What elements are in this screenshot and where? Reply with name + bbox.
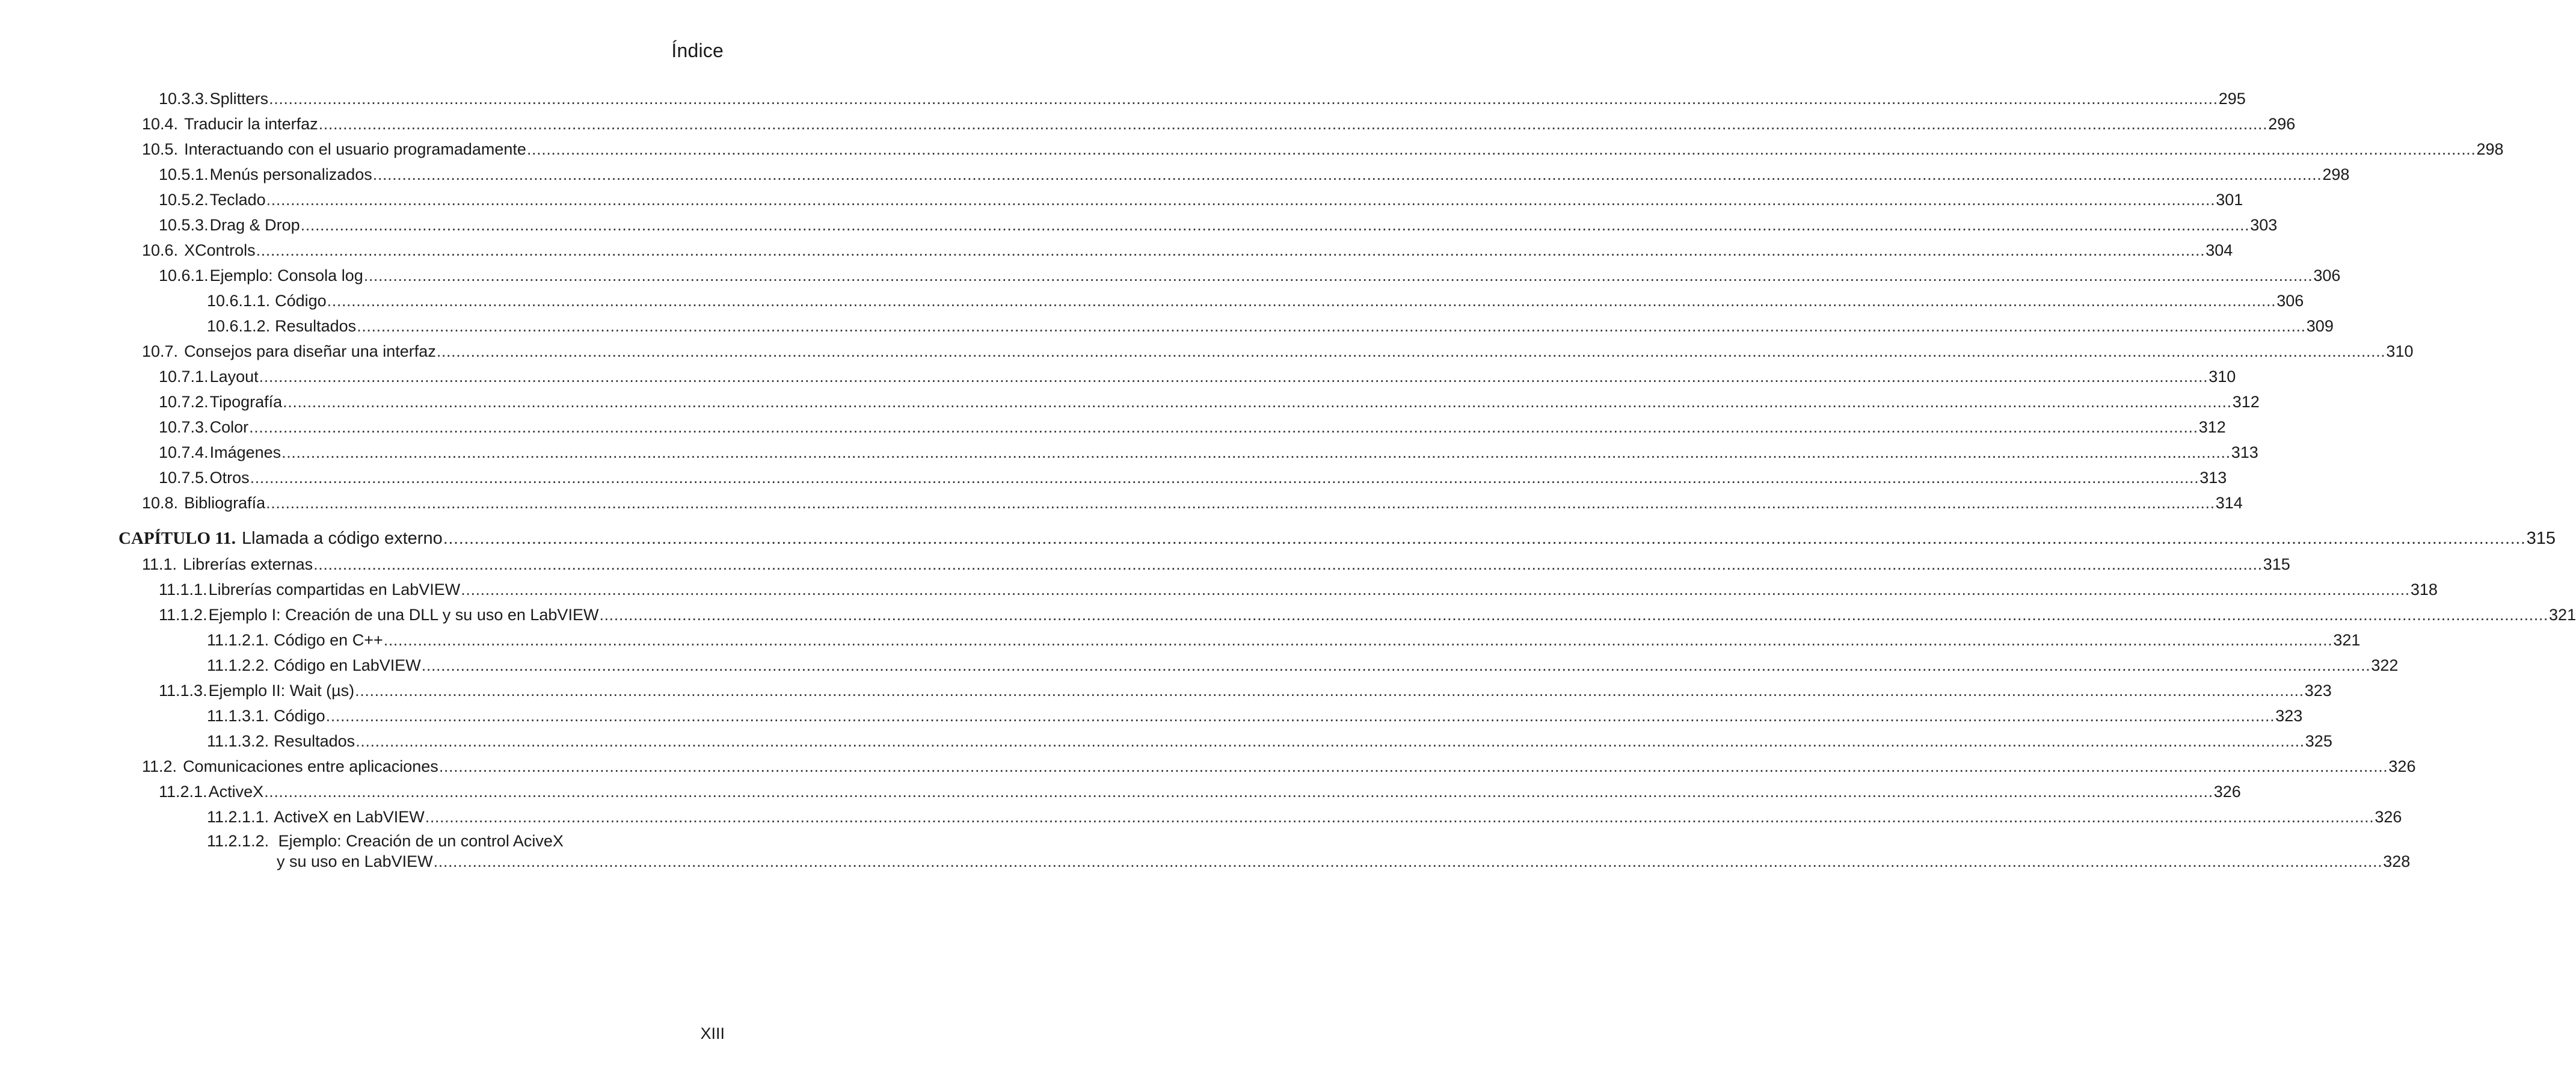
dot-leader: ................................................................................................................................................................................................................................................................................................................................................................................................................ <box>259 368 2209 386</box>
entry-number: 11.2.1.1. <box>207 808 269 826</box>
dot-leader: ................................................................................................................................................................................................................................................................................................................................................................................................................ <box>461 580 2410 599</box>
entry-page: 315 <box>2526 529 2556 548</box>
entry-title: Librerías compartidas en LabVIEW <box>208 580 461 599</box>
entry-page: 323 <box>2275 707 2303 725</box>
dot-leader: ................................................................................................................................................................................................................................................................................................................................................................................................................ <box>269 90 2218 108</box>
toc-entry[interactable] <box>207 706 2303 726</box>
entry-page: 312 <box>2198 418 2226 436</box>
dot-leader: ................................................................................................................................................................................................................................................................................................................................................................................................................ <box>327 292 2276 310</box>
entry-title: Ejemplo: Consola log <box>209 266 363 285</box>
dot-leader: ................................................................................................................................................................................................................................................................................................................................................................................................................ <box>281 443 2231 461</box>
entry-number: 11.1.1. <box>159 580 207 599</box>
entry-number: 10.6. <box>142 241 179 259</box>
dot-leader: ................................................................................................................................................................................................................................................................................................................................................................................................................ <box>325 707 2275 725</box>
toc-entry[interactable] <box>207 291 2304 311</box>
dot-leader: ................................................................................................................................................................................................................................................................................................................................................................................................................ <box>438 757 2388 775</box>
entry-page: 328 <box>2383 852 2411 870</box>
entry-page: 312 <box>2232 393 2260 411</box>
toc-entry[interactable] <box>159 680 2332 701</box>
entry-number: 10.3.3. <box>159 90 209 108</box>
entry-page: 304 <box>2206 241 2233 259</box>
entry-title: Traducir la interfaz <box>184 115 318 133</box>
entry-title: Consejos para diseñar una interfaz <box>184 342 436 360</box>
entry-title: Código <box>275 292 327 310</box>
entry-page: 306 <box>2276 292 2304 310</box>
dot-leader: ................................................................................................................................................................................................................................................................................................................................................................................................................ <box>599 606 2549 624</box>
entry-title: Tipografía <box>209 393 283 411</box>
toc-entry[interactable] <box>159 781 2241 802</box>
toc-entry[interactable] <box>159 467 2227 488</box>
toc-entry[interactable] <box>159 215 2278 235</box>
toc-entry[interactable] <box>159 88 2246 109</box>
entry-title: Menús personalizados <box>209 165 372 183</box>
toc-entry[interactable] <box>159 605 2576 625</box>
dot-leader: ................................................................................................................................................................................................................................................................................................................................................................................................................ <box>266 494 2215 512</box>
entry-page: 315 <box>2263 555 2290 573</box>
entry-title: Bibliografía <box>184 494 266 512</box>
entry-number: 10.6.1. <box>159 266 209 285</box>
toc-entry[interactable] <box>207 807 2402 827</box>
entry-number: 10.5.1. <box>159 165 209 183</box>
entry-title: Imágenes <box>209 443 281 461</box>
toc-entry[interactable] <box>142 139 2504 159</box>
dot-leader: ................................................................................................................................................................................................................................................................................................................................................................................................................ <box>421 656 2371 674</box>
entry-title: Color <box>209 418 249 436</box>
toc-entry[interactable] <box>159 417 2226 437</box>
entry-page: 326 <box>2213 783 2241 801</box>
toc-entry[interactable] <box>207 655 2399 676</box>
entry-number: 10.5. <box>142 140 179 158</box>
dot-leader: ................................................................................................................................................................................................................................................................................................................................................................................................................ <box>436 342 2386 360</box>
dot-leader: ................................................................................................................................................................................................................................................................................................................................................................................................................ <box>372 165 2322 183</box>
entry-title: Código en C++ <box>274 631 383 649</box>
dot-leader: ................................................................................................................................................................................................................................................................................................................................................................................................................ <box>313 555 2263 573</box>
dot-leader: ................................................................................................................................................................................................................................................................................................................................................................................................................ <box>355 682 2304 700</box>
toc-entry[interactable] <box>159 442 2258 463</box>
entry-page: 309 <box>2306 317 2334 335</box>
entry-page: 296 <box>2268 115 2296 133</box>
chapter-label: CAPÍTULO 11. <box>118 529 236 548</box>
entry-number: 10.7. <box>142 342 179 360</box>
entry-title: Otros <box>209 469 250 487</box>
entry-number: 11.1.2.2. <box>207 656 269 674</box>
dot-leader: ................................................................................................................................................................................................................................................................................................................................................................................................................ <box>318 115 2268 133</box>
entry-page: 314 <box>2215 494 2243 512</box>
entry-page: 298 <box>2322 165 2350 183</box>
toc-entry[interactable] <box>159 189 2243 210</box>
entry-number: 10.7.1. <box>159 368 209 386</box>
entry-page: 326 <box>2375 808 2402 826</box>
entry-page: 325 <box>2305 732 2332 750</box>
entry-number: 11.2.1. <box>159 783 207 801</box>
toc-entry[interactable] <box>159 579 2438 600</box>
entry-title: Interactuando con el usuario programadamente <box>184 140 526 158</box>
page-number: XIII <box>700 1024 725 1042</box>
entry-title-continuation: y su uso en LabVIEW <box>277 852 433 870</box>
toc-entry[interactable] <box>159 392 2260 412</box>
entry-title: Ejemplo I: Creación de una DLL y su uso en LabVIEW <box>208 606 599 624</box>
dot-leader: ................................................................................................................................................................................................................................................................................................................................................................................................................ <box>250 469 2199 487</box>
entry-number: 10.6.1.1. <box>207 292 271 310</box>
entry-title: Drag & Drop <box>209 216 300 234</box>
toc-entry[interactable] <box>207 832 2411 872</box>
entry-title: Teclado <box>209 191 266 209</box>
chapter-title: Llamada a código externo <box>241 529 443 548</box>
entry-number: 10.7.5. <box>159 469 209 487</box>
dot-leader: ................................................................................................................................................................................................................................................................................................................................................................................................................ <box>425 808 2375 826</box>
entry-title: Código <box>274 707 325 725</box>
entry-page: 303 <box>2250 216 2278 234</box>
dot-leader: ................................................................................................................................................................................................................................................................................................................................................................................................................ <box>357 317 2306 335</box>
entry-title: Ejemplo: Creación de un control AciveX <box>278 832 564 850</box>
entry-number: 10.4. <box>142 115 179 133</box>
toc-entry[interactable] <box>142 114 2296 134</box>
toc-entry[interactable] <box>207 731 2332 751</box>
entry-title: Resultados <box>275 317 357 335</box>
toc-entry[interactable] <box>207 316 2334 336</box>
toc-entry[interactable] <box>142 240 2233 260</box>
entry-number: 11.1.3.2. <box>207 732 269 750</box>
entry-title: ActiveX en LabVIEW <box>274 808 425 826</box>
toc-entry[interactable] <box>159 265 2341 286</box>
entry-page: 318 <box>2410 580 2438 599</box>
entry-title: Ejemplo II: Wait (µs) <box>208 682 355 700</box>
entry-title: Layout <box>209 368 259 386</box>
dot-leader: ................................................................................................................................................................................................................................................................................................................................................................................................................ <box>249 418 2198 436</box>
dot-leader: ................................................................................................................................................................................................................................................................................................................................................................................................................ <box>383 631 2333 649</box>
entry-number: 11.1.2. <box>159 606 207 624</box>
toc-chapter-entry[interactable] <box>118 528 2556 549</box>
entry-title: Comunicaciones entre aplicaciones <box>183 757 438 775</box>
entry-page: 322 <box>2371 656 2399 674</box>
entry-title: Splitters <box>209 90 269 108</box>
toc-entry[interactable] <box>207 630 2361 650</box>
running-header: Índice <box>671 40 724 61</box>
entry-number: 11.2. <box>142 757 177 775</box>
dot-leader: ................................................................................................................................................................................................................................................................................................................................................................................................................ <box>264 783 2213 801</box>
entry-page: 298 <box>2476 140 2504 158</box>
entry-number: 10.7.3. <box>159 418 209 436</box>
entry-number: 11.1.3.1. <box>207 707 269 725</box>
dot-leader: ................................................................................................................................................................................................................................................................................................................................................................................................................ <box>526 140 2476 158</box>
entry-title: ActiveX <box>208 783 264 801</box>
dot-leader: ................................................................................................................................................................................................................................................................................................................................................................................................................ <box>300 216 2250 234</box>
entry-title: Código en LabVIEW <box>274 656 421 674</box>
dot-leader: ................................................................................................................................................................................................................................................................................................................................................................................................................ <box>256 241 2206 259</box>
entry-number: 10.8. <box>142 494 179 512</box>
dot-leader: ................................................................................................................................................................................................................................................................................................................................................................................................................ <box>433 852 2383 870</box>
entry-page: 301 <box>2216 191 2243 209</box>
toc-entry[interactable] <box>159 366 2236 387</box>
dot-leader: ................................................................................................................................................................................................................................................................................................................................................................................................................ <box>266 191 2216 209</box>
dot-leader: ................................................................................................................................................................................................................................................................................................................................................................................................................ <box>283 393 2232 411</box>
entry-number: 11.1. <box>142 555 177 573</box>
toc-entry[interactable] <box>142 493 2243 513</box>
toc-entry[interactable] <box>159 164 2350 185</box>
entry-page: 321 <box>2549 606 2576 624</box>
entry-page: 321 <box>2333 631 2361 649</box>
entry-number: 11.2.1.2. <box>207 832 269 850</box>
entry-page: 323 <box>2304 682 2332 700</box>
entry-number: 10.5.3. <box>159 216 209 234</box>
entry-number: 10.7.4. <box>159 443 209 461</box>
entry-page: 310 <box>2209 368 2236 386</box>
entry-title: Librerías externas <box>183 555 313 573</box>
entry-number: 10.6.1.2. <box>207 317 271 335</box>
entry-page: 306 <box>2313 266 2341 285</box>
toc-entry[interactable] <box>142 554 2290 574</box>
entry-number: 11.1.3. <box>159 682 207 700</box>
entry-page: 313 <box>2231 443 2258 461</box>
entry-title: XControls <box>184 241 256 259</box>
dot-leader: ................................................................................................................................................................................................................................................................................................................................................................................................................ <box>355 732 2305 750</box>
entry-number: 10.5.2. <box>159 191 209 209</box>
entry-number: 11.1.2.1. <box>207 631 269 649</box>
entry-page: 310 <box>2386 342 2414 360</box>
dot-leader: ................................................................................................................................................................................................................................................................................................................................................................................................................ <box>363 266 2313 285</box>
entry-page: 313 <box>2199 469 2227 487</box>
entry-page: 295 <box>2218 90 2246 108</box>
toc-entry[interactable] <box>142 756 2416 777</box>
dot-leader: ................................................................................................................................................................................................................................................................................................................................................................................................................ <box>443 529 2526 548</box>
entry-page: 326 <box>2388 757 2416 775</box>
entry-number: 10.7.2. <box>159 393 209 411</box>
entry-title: Resultados <box>274 732 355 750</box>
toc-entry[interactable] <box>142 341 2414 362</box>
